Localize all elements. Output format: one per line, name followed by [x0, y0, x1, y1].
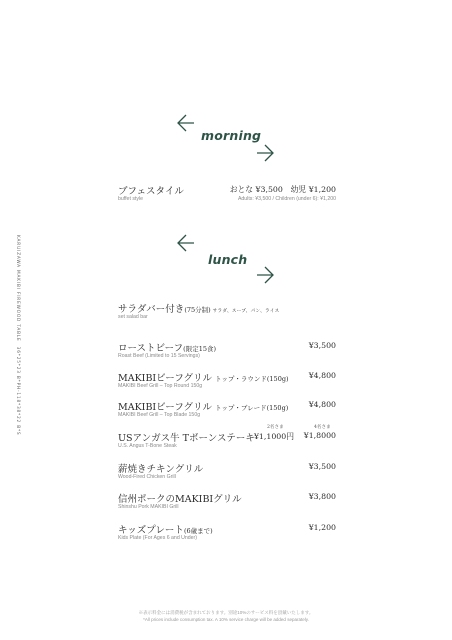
item-price: ¥4,800 [308, 371, 336, 380]
menu-item-chicken [118, 461, 336, 491]
salad-name: サラダバー付き [118, 304, 185, 315]
item-price-4: ¥1,8000 [303, 431, 336, 440]
price-label-2: 2名さま [267, 425, 284, 430]
arrow-right-icon [255, 264, 275, 286]
item-price-english: Adults: ¥3,500 / Children (under 6): ¥1,200 [237, 196, 336, 202]
arrow-left-icon [176, 232, 196, 254]
salad-bar-heading [118, 301, 336, 331]
menu-item-pork [118, 491, 336, 521]
item-sub: トップ・ブレード(150g) [215, 404, 289, 412]
item-name: MAKIBIビーフグリル [118, 402, 213, 413]
section-title-lunch: lunch [208, 252, 248, 267]
item-price: ¥3,800 [308, 492, 336, 501]
item-english: U.S. Angus T-Bone Steak [118, 443, 177, 449]
item-name: ブフェスタイル [118, 186, 184, 197]
arrow-right-icon [255, 142, 275, 164]
item-price-2: ¥1,1000円 [253, 432, 294, 441]
footer-note-jp: ※表示料金には消費税が含まれております。別途10%のサービス料を頂戴いたします。 [138, 610, 314, 615]
item-name: キッズプレート [118, 525, 184, 536]
item-english: MAKIBI Beef Grill – Top Round 150g [118, 383, 203, 389]
item-english: Roast Beef (Limited to 15 Servings) [118, 353, 200, 359]
item-english: Wood-Fired Chicken Grill [118, 474, 176, 480]
menu-item-beef-top-blade [118, 399, 336, 429]
item-name: MAKIBIビーフグリル [118, 373, 213, 384]
item-price: ¥1,200 [308, 523, 336, 532]
item-english: MAKIBI Beef Grill – Top Blade 150g [118, 412, 201, 418]
item-name: USアンガス牛 Tボーンステーキ [118, 433, 255, 444]
section-title-morning: morning [201, 128, 262, 143]
item-sub: (6歳まで) [183, 527, 213, 535]
salad-sub: (75分制) [184, 306, 211, 314]
salad-note: サラダ、スープ、パン、ライス [212, 309, 280, 314]
item-name: 薪焼きチキングリル [118, 464, 204, 475]
item-name: 信州ポークのMAKIBIグリル [118, 494, 242, 505]
menu-item-roast-beef [118, 340, 336, 370]
salad-english: set salad bar [118, 314, 148, 320]
price-label-4: 4名さま [314, 425, 331, 430]
menu-item-tbone [118, 425, 336, 460]
item-english: buffet style [118, 196, 143, 202]
vertical-sidebar-text: KARUIZAWA MAKIBI FIREWOOD TABLE 36*25*23 B*PH-118*38*22 B*S [15, 235, 20, 436]
menu-item-buffet [118, 183, 336, 213]
menu-item-kids-plate [118, 522, 336, 552]
footer-note-en: *All prices include consumption tax. A 10% service charge will be added separately. [143, 617, 309, 622]
item-price: ¥4,800 [308, 400, 336, 409]
item-sub: トップ・ラウンド(150g) [215, 375, 289, 383]
arrow-left-icon [176, 112, 196, 134]
menu-item-beef-top-round [118, 370, 336, 400]
item-english: Shinshu Pork MAKIBI Grill [118, 504, 179, 510]
item-price: ¥3,500 [308, 341, 336, 350]
item-price: ¥3,500 [308, 462, 336, 471]
item-english: Kids Plate (For Ages 6 and Under) [118, 535, 198, 541]
item-name: ローストビーフ [118, 343, 184, 354]
item-sub: (限定15食) [183, 345, 217, 353]
item-price: おとな ¥3,500 幼児 ¥1,200 [229, 185, 336, 194]
